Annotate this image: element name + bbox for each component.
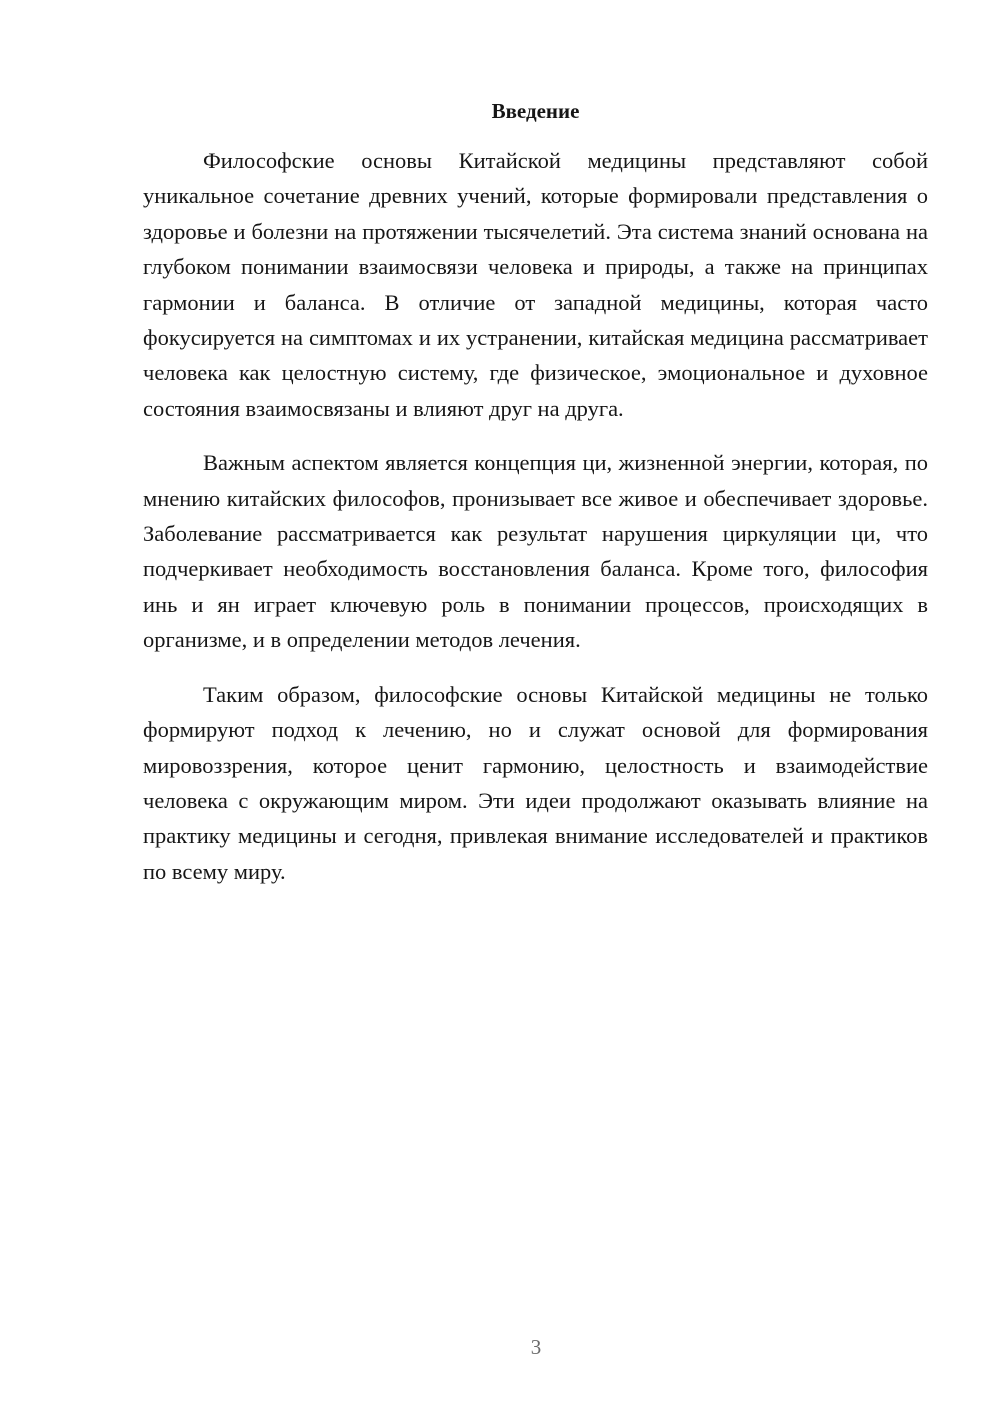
paragraph-1: Философские основы Китайской медицины представляют собой уникальное сочетание древних учений, которые формировали представления о здоровье и болезни на протяжении тысячелетий. Эта система знаний основана на глубоком понимании взаимосвязи человека и природы, а также на принципах гармонии и баланса. В отличие от западной медицины, которая часто фокусируется на симптомах и их устранении, китайская медицина рассматривает человека как целостную систему, где физическое, эмоциональное и духовное состояния взаимосвязаны и влияют друг на друга. (143, 148, 928, 421)
section-heading: Введение (491, 99, 580, 123)
paragraph-2: Важным аспектом является концепция ци, жизненной энергии, которая, по мнению китайских философов, пронизывает все живое и обеспечивает здоровье. Заболевание рассматривается как результат нарушения циркуляции ци, что подчеркивает необходимость восстановления баланса. Кроме того, философия инь и ян играет ключевую роль в понимании процессов, происходящих в организме, и в определении методов лечения. (143, 450, 928, 653)
paragraph-3: Таким образом, философские основы Китайской медицины не только формируют подход к лечению, но и служат основой для формирования мировоззрения, которое ценит гармонию, целостность и взаимодействие человека с окружающим миром. Эти идеи продолжают оказывать влияние на практику медицины и сегодня, привлекая внимание исследователей и практиков по всему миру. (143, 681, 928, 884)
page-number: 3 (530, 1335, 542, 1359)
body-text (143, 143, 928, 908)
